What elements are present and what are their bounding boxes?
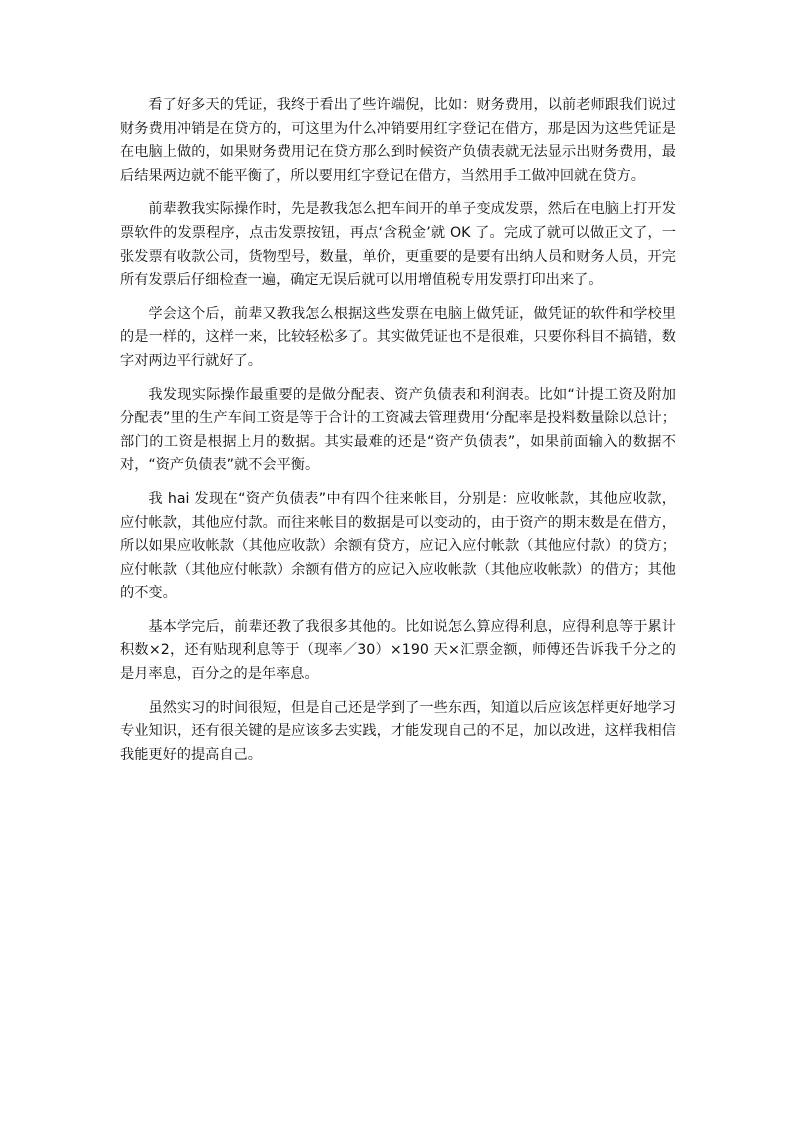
- paragraph: 基本学完后，前辈还教了我很多其他的。比如说怎么算应得利息，应得利息等于累计积数×2，还有贴现利息等于（现率／30）×190 天×汇票金额，师傅还告诉我千分之的是月率息，百分之的是年率息。: [120, 618, 676, 683]
- paragraph: 我 hai 发现在“资产负债表”中有四个往来帐目，分别是：应收帐款，其他应收款，应付帐款，其他应付款。而往来帐目的数据是可以变动的，由于资产的期末数是在借方，所以如果应收帐款（其他应收款）余额有贷方，应记入应付帐款（其他应付款）的贷方；应付帐款（其他应付帐款）余额有借方的应记入应收帐款（其他应收帐款）的借方；其他的不变。: [120, 490, 676, 602]
- document-body: [120, 94, 676, 777]
- paragraph: 我发现实际操作最重要的是做分配表、资产负债表和利润表。比如“计提工资及附加分配表”里的生产车间工资是等于合计的工资减去管理费用‘分配率是投料数量除以总计；部门的工资是根据上月的数据。其实最难的还是“资产负债表”，如果前面输入的数据不对，“资产负债表”就不会平衡。: [120, 386, 676, 474]
- paragraph: 前辈教我实际操作时，先是教我怎么把车间开的单子变成发票，然后在电脑上打开发票软件的发票程序，点击发票按钮，再点‘含税金’就 OK 了。完成了就可以做正文了，一张发票有收款公司，货物型号，数量，单价，更重要的是要有出纳人员和财务人员，开完所有发票后仔细检查一遍，确定无误后就可以用增值税专用发票打印出来了。: [120, 201, 676, 289]
- paragraph: 学会这个后，前辈又教我怎么根据这些发票在电脑上做凭证，做凭证的软件和学校里的是一样的，这样一来，比较轻松多了。其实做凭证也不是很难，只要你科目不搞错，数字对两边平行就好了。: [120, 305, 676, 369]
- paragraph: 看了好多天的凭证，我终于看出了些许端倪，比如：财务费用，以前老师跟我们说过财务费用冲销是在贷方的，可这里为什么冲销要用红字登记在借方，那是因为这些凭证是在电脑上做的，如果财务费用记在贷方那么到时候资产负债表就无法显示出财务费用，最后结果两边就不能平衡了，所以要用红字登记在借方，当然用手工做冲回就在贷方。: [120, 97, 676, 184]
- paragraph: 虽然实习的时间很短，但是自己还是学到了一些东西，知道以后应该怎样更好地学习专业知识，还有很关键的是应该多去实践，才能发现自己的不足，加以改进，这样我相信我能更好的提高自己。: [120, 699, 676, 763]
